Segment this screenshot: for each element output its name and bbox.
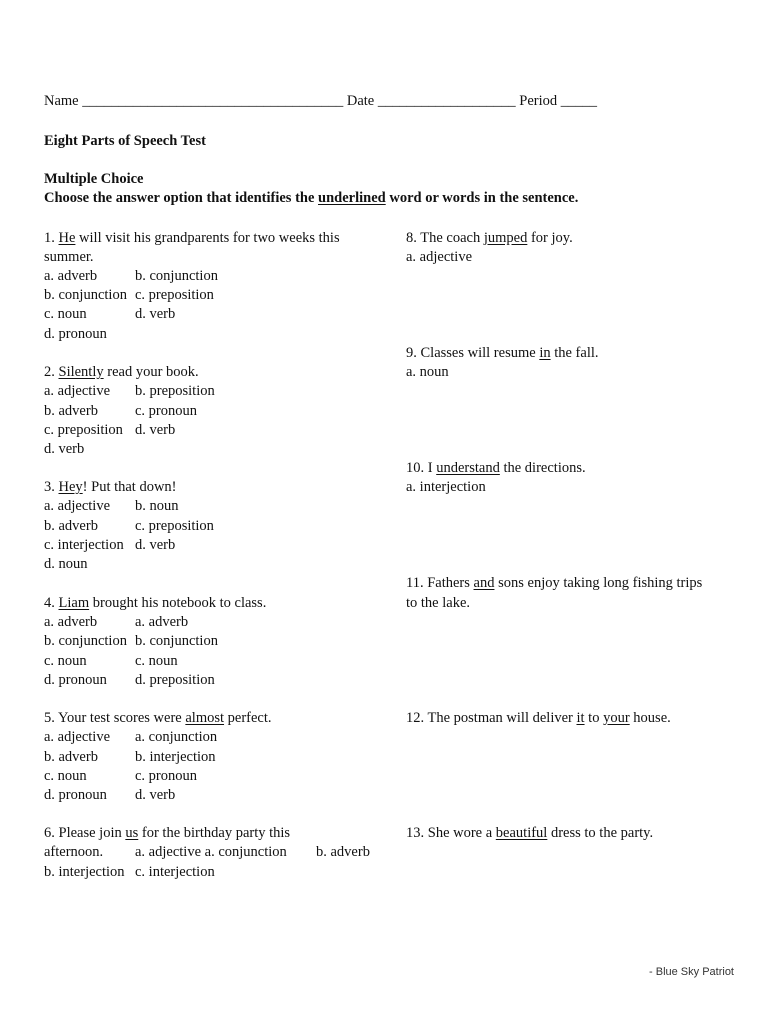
question-text — [44, 229, 340, 248]
question-text — [44, 478, 177, 497]
q-underlined: Silently — [58, 364, 104, 380]
q-underlined: understand — [436, 460, 500, 476]
q-underlined: jumped — [483, 230, 528, 246]
question-text — [406, 229, 573, 248]
q-underlined: us — [125, 825, 139, 841]
option: b. noun — [135, 498, 179, 514]
question-text — [44, 824, 290, 843]
q-underlined: almost — [185, 710, 225, 726]
option: c. pronoun — [135, 768, 198, 784]
question-text — [44, 363, 199, 382]
option: a. adjective — [44, 383, 111, 399]
option: a. adjective — [44, 729, 111, 745]
option: a. adverb — [44, 614, 98, 630]
q-text: 11. Fathers — [406, 575, 474, 591]
option: a. adjective — [44, 498, 111, 514]
name-blank: ____________________________________ — [82, 93, 344, 109]
option: d. verb — [135, 537, 176, 553]
q-text: read your book. — [103, 364, 199, 380]
option: c. pronoun — [135, 403, 198, 419]
q-text: 12. The postman will deliver — [406, 710, 577, 726]
q-text: 4. — [44, 595, 59, 611]
instructions-text-end: word or words in the sentence. — [385, 190, 579, 206]
q-underlined: Hey — [58, 479, 83, 495]
option: b. conjunction — [44, 633, 127, 649]
option: d. pronoun — [44, 787, 107, 803]
q-text: 13. She wore a — [406, 825, 496, 841]
period-label: Period — [519, 93, 558, 109]
option: d. verb — [135, 422, 176, 438]
option: b. preposition — [135, 383, 215, 399]
option: b. adverb — [316, 844, 370, 860]
q-underlined: beautiful — [495, 825, 548, 841]
section-title: Multiple Choice — [44, 171, 144, 187]
option: c. interjection — [135, 864, 215, 880]
date-label: Date — [346, 93, 375, 109]
option: c. noun — [135, 653, 178, 669]
option: c. preposition — [44, 422, 123, 438]
question-text-line2: to the lake. — [406, 595, 471, 611]
q-text: house. — [629, 710, 671, 726]
question-text — [406, 574, 702, 593]
option: b. adverb — [44, 749, 98, 765]
option: c. noun — [44, 653, 87, 669]
option: b. conjunction — [135, 633, 218, 649]
option: c. noun — [44, 768, 87, 784]
q-underlined: it — [576, 710, 585, 726]
question-text — [44, 709, 272, 728]
question-text — [44, 594, 266, 613]
option: b. conjunction — [135, 268, 218, 284]
q-text: brought his notebook to class. — [89, 595, 267, 611]
q-text: for the birthday party this — [138, 825, 291, 841]
question-text — [406, 824, 653, 843]
option: d. noun — [44, 556, 88, 572]
option: d. verb — [135, 306, 176, 322]
footer-credit: - Blue Sky Patriot — [649, 966, 734, 978]
q-text: 6. Please join — [44, 825, 126, 841]
q-text: dress to the party. — [547, 825, 654, 841]
option: b. conjunction — [44, 287, 127, 303]
question-text — [406, 709, 671, 728]
instructions-underlined: underlined — [318, 190, 386, 206]
question-text — [406, 459, 586, 478]
q-text: for joy. — [527, 230, 573, 246]
option: c. preposition — [135, 287, 214, 303]
q-underlined: and — [473, 575, 495, 591]
q-text: 10. I — [406, 460, 437, 476]
q-text: sons enjoy taking long fishing trips — [494, 575, 703, 591]
q-text: 8. The coach — [406, 230, 484, 246]
q-text: the directions. — [499, 460, 586, 476]
q-text: 5. Your test scores were — [44, 710, 186, 726]
option: d. verb — [135, 787, 176, 803]
test-title: Eight Parts of Speech Test — [44, 133, 206, 149]
date-blank: ___________________ — [377, 93, 516, 109]
instructions — [44, 190, 578, 207]
option: a. noun — [406, 364, 449, 380]
option: a. conjunction — [135, 729, 218, 745]
option: b. adverb — [44, 518, 98, 534]
q-underlined: Liam — [58, 595, 90, 611]
q-text: ! Put that down! — [82, 479, 177, 495]
option: c. preposition — [135, 518, 214, 534]
q-underlined: He — [58, 230, 76, 246]
q-underlined: your — [603, 710, 630, 726]
q-underlined: in — [539, 345, 551, 361]
option: b. interjection — [44, 864, 125, 880]
option: d. pronoun — [44, 672, 107, 688]
name-label: Name — [44, 93, 79, 109]
option: b. adverb — [44, 403, 98, 419]
option: a. adjective a. conjunction — [135, 844, 287, 860]
option: a. adverb — [135, 614, 189, 630]
instructions-text: Choose the answer option that identifies the — [44, 190, 319, 206]
period-blank: _____ — [560, 93, 597, 109]
q-text: 1. — [44, 230, 59, 246]
option: d. verb — [44, 441, 85, 457]
option: d. pronoun — [44, 326, 107, 342]
q-text: 2. — [44, 364, 59, 380]
q-text: to — [584, 710, 604, 726]
q-text: will visit his grandparents for two weeks this — [75, 230, 340, 246]
q-text: afternoon. — [44, 844, 104, 860]
option: c. interjection — [44, 537, 124, 553]
option: a. adjective — [406, 249, 473, 265]
option: b. interjection — [135, 749, 216, 765]
option: a. adverb — [44, 268, 98, 284]
option: d. preposition — [135, 672, 215, 688]
question-text-line2: summer. — [44, 249, 94, 265]
q-text: the fall. — [550, 345, 599, 361]
q-text: perfect. — [224, 710, 272, 726]
question-text — [406, 344, 599, 363]
q-text: 3. — [44, 479, 59, 495]
option: c. noun — [44, 306, 87, 322]
q-text: 9. Classes will resume — [406, 345, 540, 361]
header-line — [44, 93, 597, 110]
option: a. interjection — [406, 479, 486, 495]
